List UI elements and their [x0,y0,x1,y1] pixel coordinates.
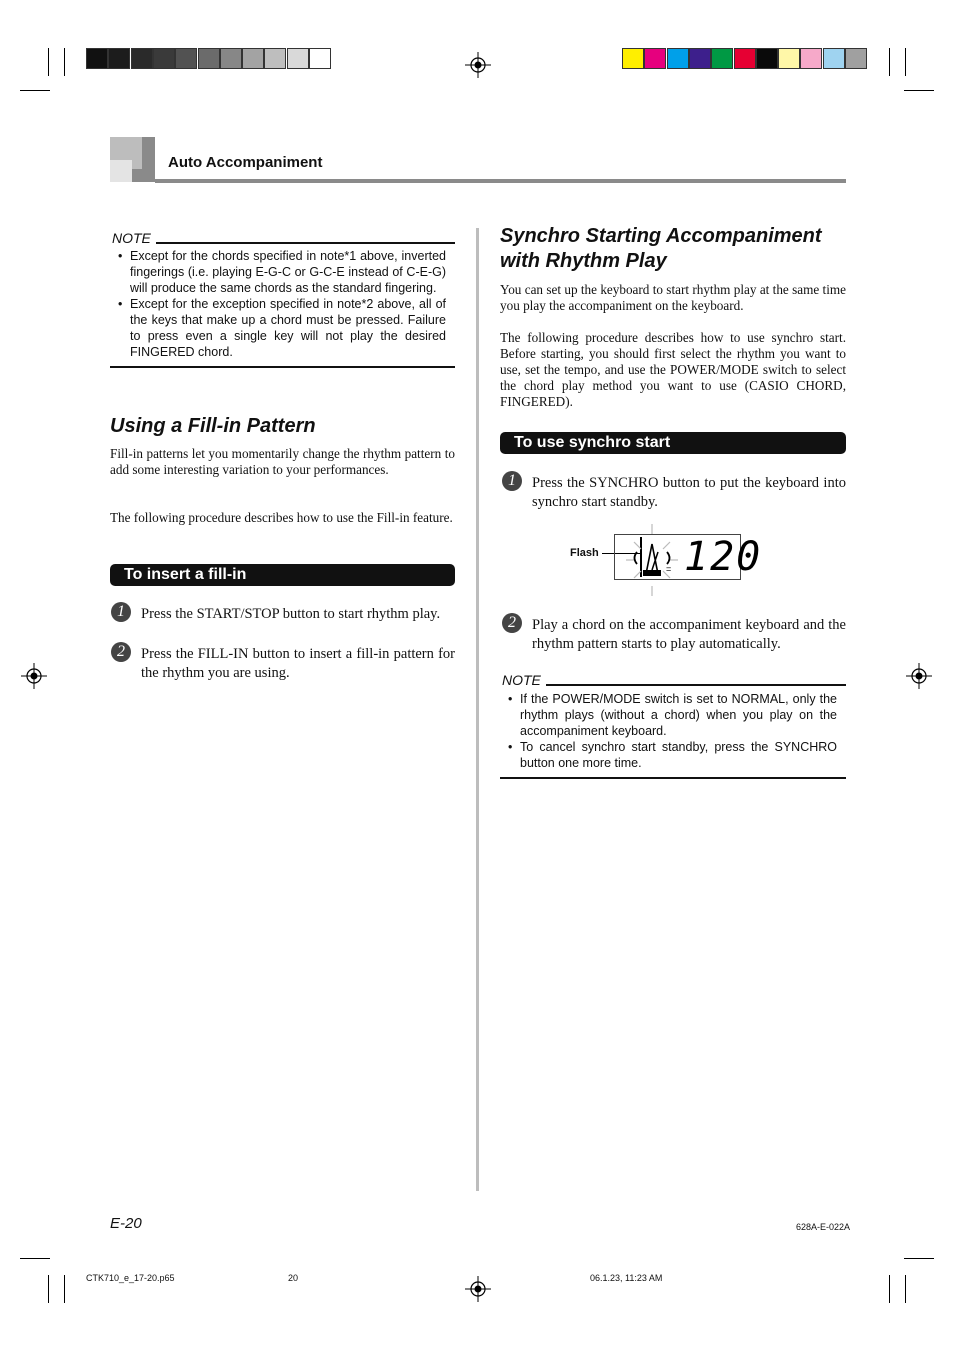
process-swatch [622,48,644,69]
step-number: 2 [111,642,131,662]
process-swatch [667,48,689,69]
fill-in-procedure-intro: The following procedure describes how to use the Fill-in feature. [110,510,453,525]
sheet-number: 20 [288,1273,299,1283]
registration-mark-top [465,52,491,78]
document-code: 628A-E-022A [796,1222,851,1232]
use-synchro-subheading: To use synchro start [500,432,846,454]
section-title: Auto Accompaniment [168,154,323,171]
step-text: Press the FILL-IN button to insert a fill-in pattern for the rhythm you are using. [141,646,455,681]
registration-mark-bottom [465,1276,491,1302]
process-swatch [711,48,733,69]
process-swatch [845,48,867,69]
synchro-procedure-intro: The following procedure describes how to use synchro start. Before starting, you should first select the rhythm you want to use, set the tempo, and use the POWER/MODE switch to select the chord play method you want to use (CASIO CHORD, FINGERED). [500,330,846,409]
gray-swatch [198,48,220,69]
left-note-box [110,230,455,368]
gray-swatch [264,48,286,69]
note-list [500,691,846,771]
gray-swatch [86,48,108,69]
svg-text:=: = [666,564,672,574]
gray-swatch [108,48,130,69]
page-number: E-20 [110,1215,142,1232]
note-item: • Except for the chords specified in note*1 above, inverted fingerings (i.e. playing E-G-C or G-C-E instead of C-E-G) will produce the same chords as the standard fingering. [110,248,446,296]
process-swatch [689,48,711,69]
step-number: 1 [111,602,131,622]
note-label: NOTE [112,230,154,246]
gray-swatch [175,48,197,69]
gray-swatch [309,48,331,69]
right-note-box [500,672,846,779]
gray-swatch [242,48,264,69]
synchro-heading-line1: Synchro Starting Accompaniment [500,225,822,247]
file-name: CTK710_e_17-20.p65 [86,1273,175,1283]
print-timestamp: 06.1.23, 11:23 AM [590,1273,663,1283]
insert-fill-in-subheading: To insert a fill-in [110,564,455,586]
note-list [110,248,455,360]
metronome-flash-icon [622,522,682,598]
process-swatch [823,48,845,69]
process-swatch [756,48,778,69]
step-number: 1 [502,471,522,491]
fill-in-heading: Using a Fill-in Pattern [110,415,316,437]
gray-swatch [287,48,309,69]
synchro-heading [500,224,846,274]
fill-in-intro: Fill-in patterns let you momentarily change the rhythm pattern to add some interesting variation to your performances. [110,446,455,477]
step-text: Play a chord on the accompaniment keyboard and the rhythm pattern starts to play automatically. [532,617,846,652]
process-swatch [644,48,666,69]
gray-swatch [153,48,175,69]
registration-mark-right [906,663,932,689]
step-text: Press the SYNCHRO button to put the keyboard into synchro start standby. [532,475,846,510]
step-text: Press the START/STOP button to start rhythm play. [141,606,441,622]
note-item: • Except for the exception specified in note*2 above, all of the keys that make up a chord must be pressed. Failure to press even a single key will not play the desired FINGERED chord. [110,296,446,360]
step-number: 2 [502,613,522,633]
flash-label: Flash [570,547,599,559]
note-label: NOTE [502,672,544,688]
process-swatch [778,48,800,69]
synchro-heading-line2: with Rhythm Play [500,250,667,272]
gray-swatch [220,48,242,69]
column-divider [476,228,479,1191]
note-item: • To cancel synchro start standby, press the SYNCHRO button one more time. [500,739,837,771]
registration-mark-left [21,663,47,689]
note-item: • If the POWER/MODE switch is set to NORMAL, only the rhythm plays (without a chord) when you play on the accompaniment keyboard. [500,691,837,739]
synchro-intro: You can set up the keyboard to start rhythm play at the same time you play the accompaniment on the keyboard. [500,282,846,313]
tempo-readout: 120 [684,534,763,580]
process-swatch [800,48,822,69]
header-rule [155,179,846,183]
gray-swatch [131,48,153,69]
process-swatch [734,48,756,69]
